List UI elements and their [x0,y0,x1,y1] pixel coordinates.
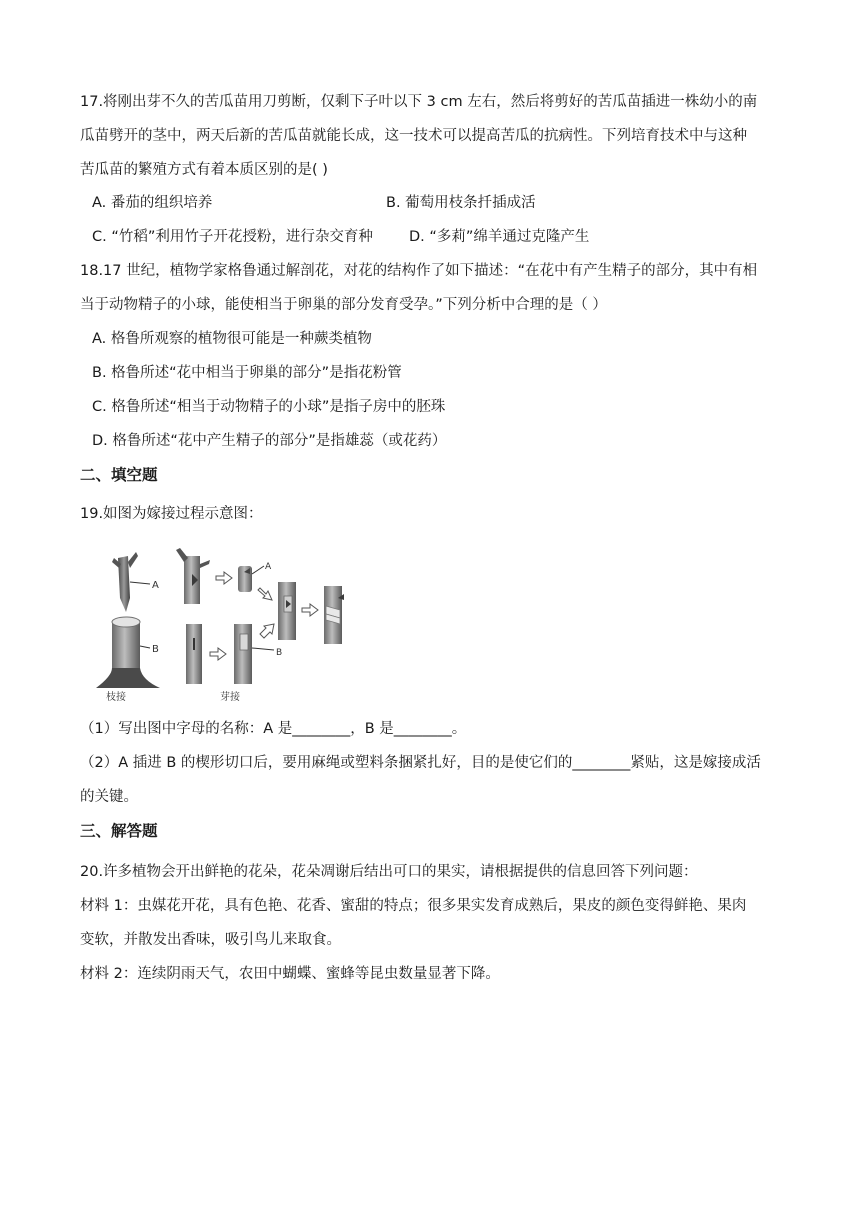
rootstock-bud-graft-1 [186,624,202,684]
q19-part2-line1: （2）A 插进 B 的楔形切口后，要用麻绳或塑料条捆紧扎好，目的是使它们的________紧贴，这是嫁接成活 [80,755,761,771]
caption-branch-graft: 枝接 [106,692,126,702]
arrow-4 [210,648,226,660]
q17-line2: 瓜苗劈开的茎中，两天后新的苦瓜苗就能长成，这一技术可以提高苦瓜的抗病性。下列培育技术中与这种 [80,128,747,144]
leader-b-right [252,648,274,650]
rootstock-branch-graft [96,617,160,688]
q18-option-a: A. 格鲁所观察的植物很可能是一种蕨类植物 [92,331,372,347]
q20-material1-line1: 材料 1：虫媒花开花，具有色艳、花香、蜜甜的特点；很多果实发育成熟后，果皮的颜色变得鲜艳、果肉 [80,898,747,914]
q17-option-d: D. “多莉”绵羊通过克隆产生 [409,229,590,245]
q20-material2: 材料 2：连续阴雨天气，农田中蝴蝶、蜜蜂等昆虫数量显著下降。 [80,966,500,982]
q17-option-a: A. 番茄的组织培养 [92,195,213,211]
leader-a-left [130,582,150,584]
bud-graft-stem-3 [324,586,344,644]
section-title-fill-blank: 二、填空题 [80,466,158,484]
label-b-right: B [276,648,283,658]
q17-line1: 17.将刚出芽不久的苦瓜苗用刀剪断，仅剩下子叶以下 3 cm 左右，然后将剪好的苦瓜苗插进一株幼小的南 [80,94,758,110]
bud-graft-stem-1 [176,548,210,604]
q18-option-b: B. 格鲁所述“花中相当于卵巢的部分”是指花粉管 [92,365,402,381]
leader-a-right [252,566,264,574]
q18-option-c: C. 格鲁所述“相当于动物精子的小球”是指子房中的胚珠 [92,399,446,415]
q18-line2: 当于动物精子的小球，能使相当于卵巢的部分发育受孕。”下列分析中合理的是（ ） [80,297,607,313]
arrow-3 [302,604,318,616]
q19-part1: （1）写出图中字母的名称：A 是________，B 是________。 [80,721,467,737]
caption-bud-graft: 芽接 [220,692,240,702]
q18-option-d: D. 格鲁所述“花中产生精子的部分”是指雄蕊（或花药） [92,433,447,449]
q17-line3: 苦瓜苗的繁殖方式有着本质区别的是( ) [80,162,328,178]
arrow-1 [216,572,232,584]
section-title-answer: 三、解答题 [80,822,158,840]
rootstock-bud-graft-2 [234,624,252,684]
label-b-left: B [152,644,159,655]
q19-part2-line2: 的关键。 [80,789,138,805]
bud-shield [238,566,252,592]
q17-option-c: C. “竹稻”利用竹子开花授粉，进行杂交育种 [92,229,373,245]
q20-intro: 20.许多植物会开出鲜艳的花朵，花朵凋谢后结出可口的果实，请根据提供的信息回答下列问题： [80,864,698,880]
q19-intro: 19.如图为嫁接过程示意图： [80,506,263,522]
grafting-diagram [92,538,364,702]
label-a-left: A [152,580,159,591]
arrow-2 [258,588,272,600]
arrow-5 [260,624,274,638]
q18-line1: 18.17 世纪，植物学家格鲁通过解剖花，对花的结构作了如下描述：“在花中有产生精子的部分，其中有相 [80,263,758,279]
label-a-right: A [265,562,272,572]
bud-graft-stem-2 [278,582,296,640]
leader-b-left [140,646,150,648]
q17-option-b: B. 葡萄用枝条扦插成活 [386,195,536,211]
q20-material1-line2: 变软，并散发出香味，吸引鸟儿来取食。 [80,932,341,948]
